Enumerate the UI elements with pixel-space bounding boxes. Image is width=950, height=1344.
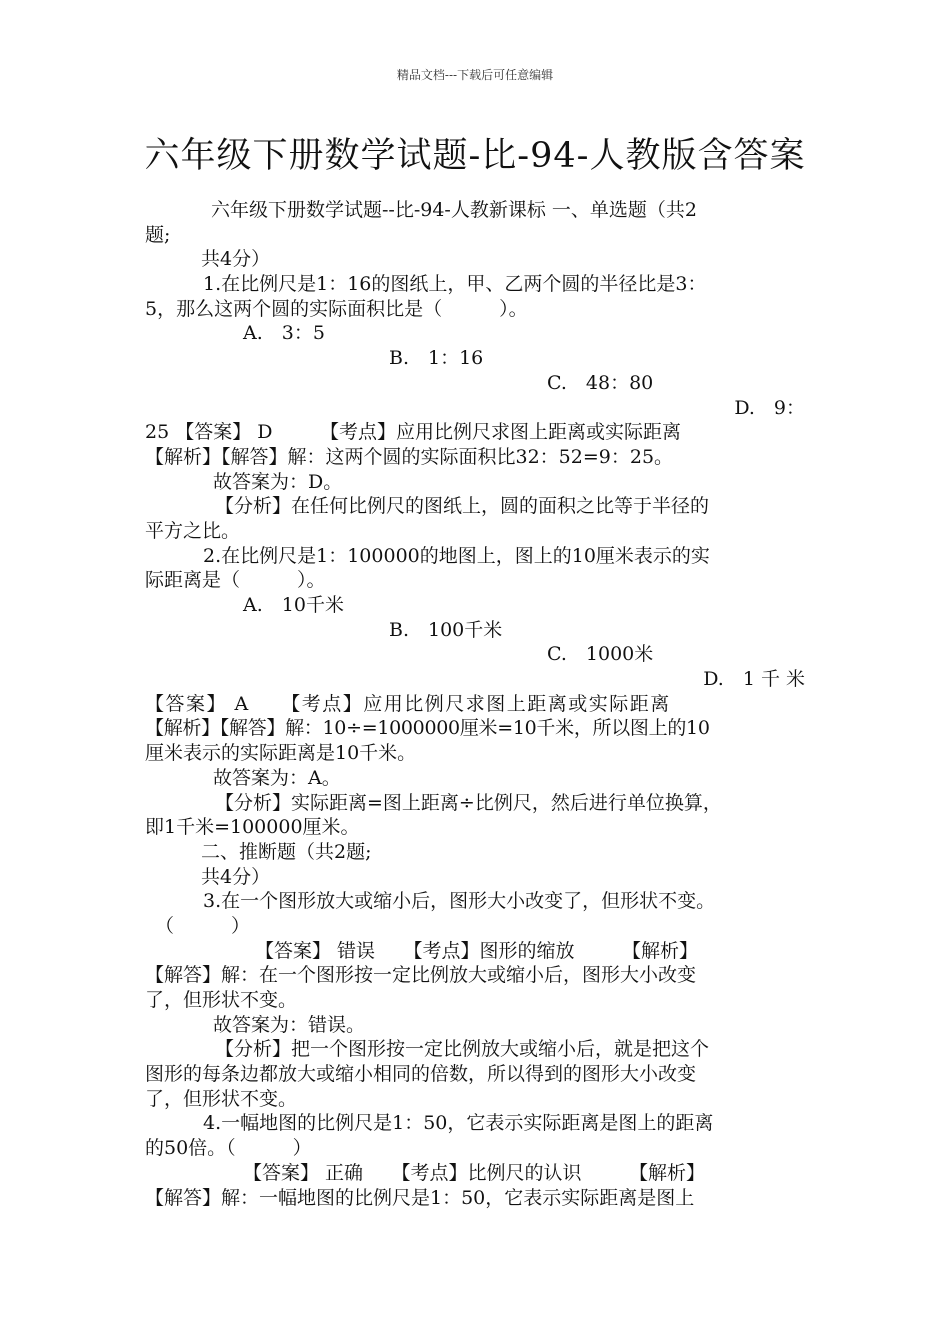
question-1-analysis: 【分析】在任何比例尺的图纸上，圆的面积之比等于半径的	[215, 495, 710, 518]
section-2-heading: 共4分）	[201, 865, 271, 888]
question-3-analysis: 图形的每条边都放大或缩小相同的倍数，所以得到的图形大小改变	[145, 1063, 697, 1086]
question-2-solution: 厘米表示的实际距离是10千米。	[145, 742, 417, 765]
question-3-analysis: 【分析】把一个图形按一定比例放大或缩小后，就是把这个	[215, 1038, 710, 1061]
question-2-analysis: 【分析】实际距离=图上距离÷比例尺，然后进行单位换算，	[215, 791, 722, 814]
question-3-text: （ ）	[155, 914, 251, 937]
question-1-text: 1.在比例尺是1：16的图纸上，甲、乙两个圆的半径比是3：	[203, 273, 707, 296]
intro-line: 共4分）	[201, 248, 271, 271]
question-2-analysis: 即1千米=100000厘米。	[145, 816, 360, 839]
question-1-conclusion: 故答案为：D。	[213, 470, 343, 493]
question-2-option-d: D. 1 千 米	[703, 668, 805, 691]
question-2-option-b: B. 100千米	[389, 618, 503, 641]
question-1-option-a: A. 3：5	[243, 322, 325, 345]
document-body	[145, 198, 805, 1210]
question-2-text: 际距离是（ ）。	[145, 569, 326, 592]
intro-line: 题;	[145, 223, 171, 246]
question-3-conclusion: 故答案为：错误。	[213, 1013, 366, 1036]
question-2-option-c: C. 1000米	[547, 643, 654, 666]
question-3-analysis: 了，但形状不变。	[145, 1087, 298, 1110]
page-title: 六年级下册数学试题-比-94-人教版含答案	[144, 136, 806, 176]
question-3-text: 3.在一个图形放大或缩小后，图形大小改变了，但形状不变。	[203, 890, 716, 913]
question-1-text: 5，那么这两个圆的实际面积比是（ ）。	[145, 297, 528, 320]
question-2-option-a: A. 10千米	[243, 594, 344, 616]
question-1-analysis: 平方之比。	[145, 519, 241, 542]
question-4-answer: 【答案】 正确 【考点】比例尺的认识 【解析】	[243, 1161, 706, 1184]
question-4-text: 4.一幅地图的比例尺是1：50，它表示实际距离是图上的距离	[203, 1112, 714, 1135]
question-2-conclusion: 故答案为：A。	[213, 766, 341, 789]
question-1-option-c: C. 48：80	[547, 371, 654, 394]
question-3-solution: 【解答】解：在一个图形按一定比例放大或缩小后，图形大小改变	[145, 964, 697, 987]
question-2-solution: 【解析】【解答】解：10÷=1000000厘米=10千米，所以图上的10	[145, 717, 710, 740]
question-1-solution: 【解析】【解答】解：这两个圆的实际面积比32：52=9：25。	[145, 445, 674, 468]
question-3-solution: 了，但形状不变。	[145, 989, 298, 1011]
section-2-heading: 二、推断题（共2题;	[201, 840, 372, 863]
question-3-answer: 【答案】 错误 【考点】图形的缩放 【解析】	[255, 939, 699, 962]
question-1-option-d: D. 9：	[734, 396, 805, 419]
question-1-answer: 25 【答案】 D 【考点】应用比例尺求图上距离或实际距离	[145, 421, 681, 444]
question-1-option-b: B. 1：16	[389, 347, 484, 370]
question-4-text: 的50倍。（ ）	[145, 1137, 312, 1160]
page-header: 精品文档---下载后可任意编辑	[396, 68, 554, 82]
question-2-text: 2.在比例尺是1：100000的地图上，图上的10厘米表示的实	[203, 544, 710, 567]
question-4-solution: 【解答】解：一幅地图的比例尺是1：50，它表示实际距离是图上	[145, 1186, 695, 1209]
intro-line: 六年级下册数学试题--比-94-人教新课标 一、单选题（共2	[211, 199, 697, 221]
question-2-answer: 【答案】 A 【考点】应用比例尺求图上距离或实际距离	[145, 692, 671, 715]
